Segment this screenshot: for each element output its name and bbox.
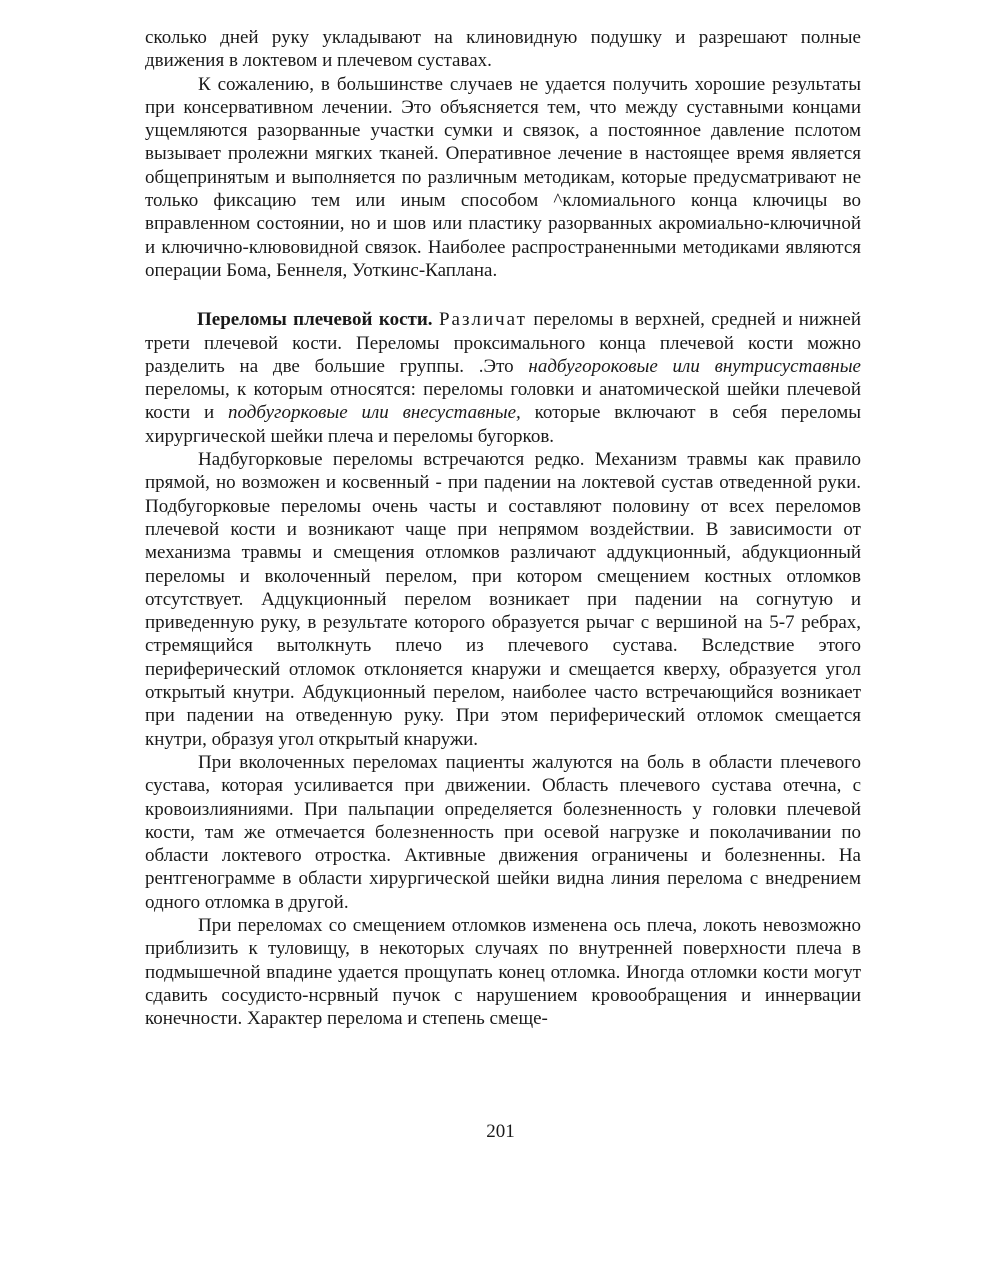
section-heading: Переломы плечевой кости. <box>197 309 433 331</box>
paragraph-continuation: сколько дней руку укладывают на клиновидную подушку и разрешают полные движения в локтевом и плечевом суставах. <box>145 27 861 72</box>
paragraph-displaced-fractures: При переломах со смещением отломков изменена ось плеча, локоть невозможно приблизить к туловищу, в некоторых случаях по внутренней поверхности плеча в подмышечной впадине удается прощупать конец отломка. Иногда отломки кости могут сдавить сосудисто-нсрвный пучок с нарушением кровообращения и иннервации конечности. Характер перелома и степень смеще- <box>145 914 861 1030</box>
paragraph-mechanism: Надбугорковые переломы встречаются редко. Механизм травмы как правило прямой, но возможен и косвенный - при падении на локтевой сустав отведенной руки. Подбугорковые переломы очень часты и составляют половину от всех переломов плечевой кости и возникают чаще при непрямом воздействии. В зависимости от механизма травмы и смещения отломков различают аддукционный, абдукционный переломы и вколоченный перелом, при котором смещением костных отломков отсутствует. Адцукционный перелом возникает при падении на согнутую и приведенную руку, в результате которого образуется рычаг с вершиной на 5-7 ребрах, стремящийся вытолкнуть плечо из плечевого сустава. Вследствие этого периферический отломок отклоняется кнаружи и смещается кверху, образуется угол открытый кнутри. Абдукционный перелом, наиболее часто встречающийся возникает при падении на отведенную руку. При этом периферический отломок смещается кнутри, образуя угол открытый кнаружи. <box>145 449 861 750</box>
paragraph-impacted-fractures: При вколоченных переломах пациенты жалуются на боль в области плечевого сустава, которая усиливается при движении. Область плечевого сустава отечна, с кровоизлияниями. При пальпации определяется болезненность у головки плечевой кости, там же отмечается болезненность при осевой нагрузке и поколачивании по области локтевого отростка. Активные движения ограничены и болезненны. На рентгенограмме в области хирургической шейки видна линия перелома с внедрением одного отломка в другой. <box>145 751 861 913</box>
italic-term: подбугорковые или внесуставные, <box>227 402 521 424</box>
paragraph-humerus-fractures <box>145 308 861 448</box>
page-number: 201 <box>486 1121 515 1142</box>
spaced-word: Различат <box>438 309 527 331</box>
italic-term: надбугороковые или внутрисуставные <box>528 355 861 377</box>
paragraph-text-segment: переломы в верхней, средней и нижней трети плечевой кости. Переломы проксимального конца плечевой кости можно разделить на две большие группы. .Это <box>145 309 861 377</box>
paragraph-conservative-treatment: К сожалению, в большинстве случаев не удается получить хорошие результаты при консервативном лечении. Это объясняется тем, что между суставными концами ущемляются разорванные участки сумки и связок, а постоянное давление пслотом вызывает пролежни мягких тканей. Оперативное лечение в настоящее время является общепринятым и выполняется по различным методикам, которые предусматривают не только фиксацию тем или иным способом ^кломиального конца ключицы во вправленном состоянии, но и шов или пластику разорванных акромиально-ключичной и ключично-клювовидной связок. Наиболее распространенными методиками являются операции Бома, Беннеля, Уоткинс-Каплана. <box>145 73 861 281</box>
paragraph-text-segment: переломы, к которым относятся: переломы головки и анатомической шейки плечевой кости и <box>145 379 861 424</box>
paragraph-text-segment: которые включают в себя переломы хирургической шейки плеча и переломы бугорков. <box>145 402 862 447</box>
page-body <box>145 26 861 1030</box>
